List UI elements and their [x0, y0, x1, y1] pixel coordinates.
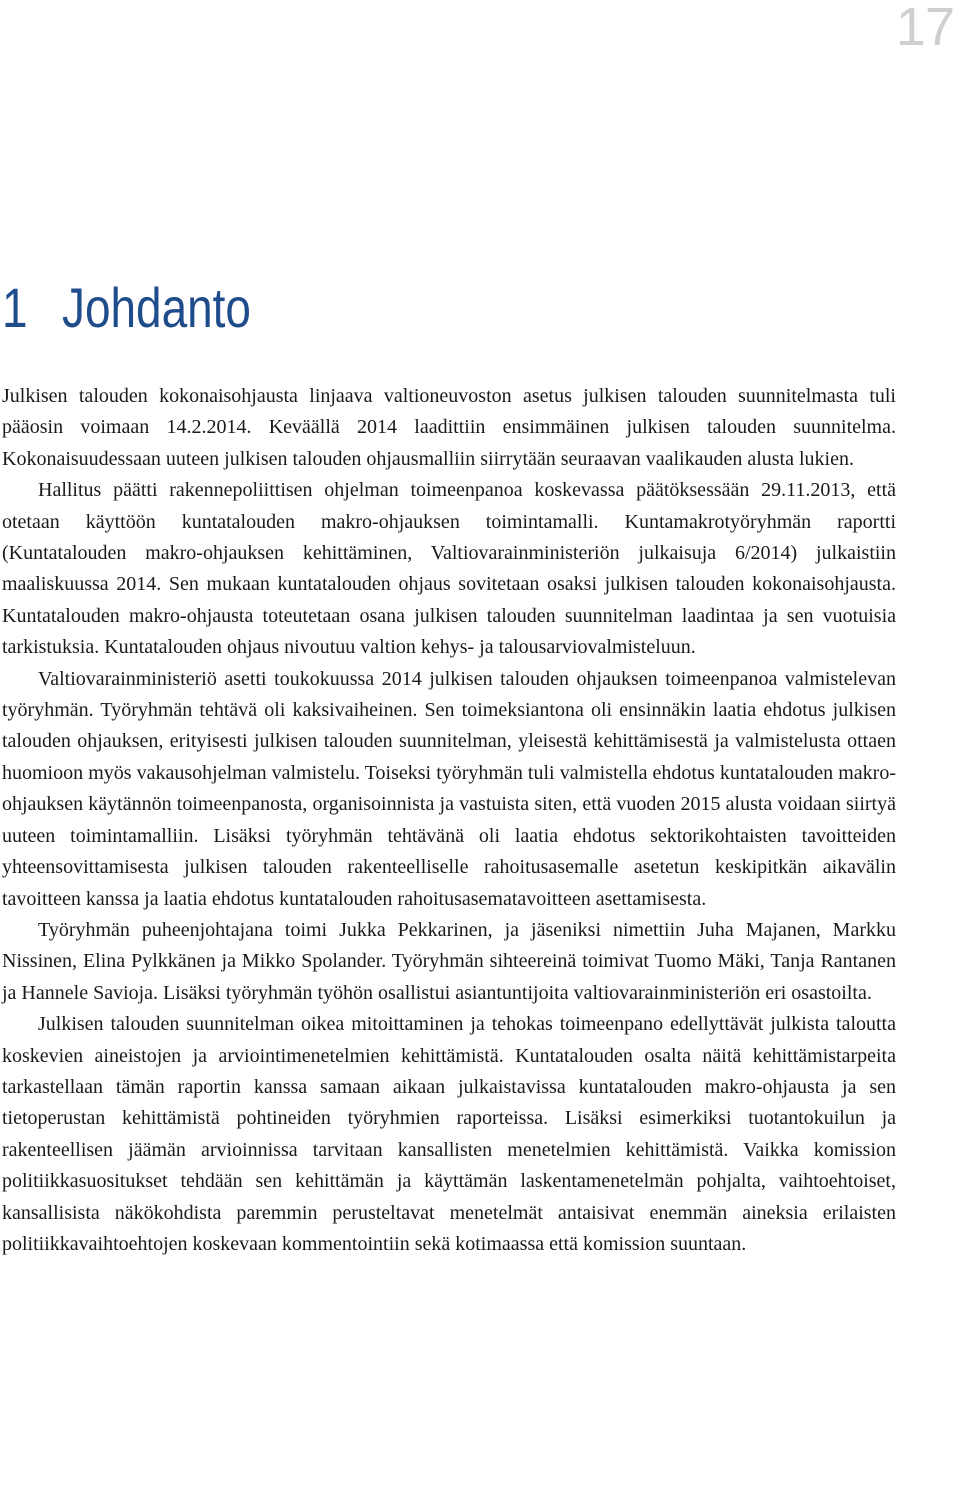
- paragraph-rakennepoliittinen-ohjelma: Hallitus päätti rakennepoliittisen ohjelman toimeenpanoa koskevassa päätöksessään 29.11.2013, että otetaan käyttöön kuntatalouden makro-ohjauksen toimintamalli. Kuntamakrotyöryhmän raportti (Kuntatalouden makro-ohjauksen kehittäminen, Valtiovarainministeriön julkaisuja 6/2014) julkaistiin maaliskuussa 2014. Sen mukaan kuntatalouden ohjaus sovitetaan osaksi julkisen talouden kokonaisohjausta. Kuntatalouden makro-ohjausta toteutetaan osana julkisen talouden suunnitelman laadintaa ja sen vuotuisia tarkistuksia. Kuntatalouden ohjaus nivoutuu valtion kehys- ja talousarviovalmisteluun.: [2, 479, 896, 659]
- chapter-heading: [2, 276, 251, 339]
- paragraph-tyoryhman-kokoonpano: Työryhmän puheenjohtajana toimi Jukka Pekkarinen, ja jäseniksi nimettiin Juha Majanen, Markku Nissinen, Elina Pylkkänen ja Mikko Spolander. Työryhmän sihteereinä toimivat Tuomo Mäki, Tanja Rantanen ja Hannele Savioja. Lisäksi työryhmän työhön osallistui asiantuntijoita valtiovarainministeriön eri osastoilta.: [2, 918, 896, 1004]
- paragraph-kehittamistarpeet: Julkisen talouden suunnitelman oikea mitoittaminen ja tehokas toimeenpano edellyttävät julkista taloutta koskevien aineistojen ja arviointimenetelmien kehittämistä. Kuntatalouden osalta näitä kehittämistarpeita tarkastellaan tämän raportin kanssa samaan aikaan julkaistavissa kuntatalouden makro-ohjausta ja sen tietoperustan kehittämistä pohtineiden työryhmien raporteissa. Lisäksi esimerkiksi tuotantokuilun ja rakenteellisen jäämän arvioinnissa tarvitaan kansallisten menetelmien kehittämistä. Vaikka komission politiikkasuositukset tehdään sen kehittämän ja käyttämän laskentamenetelmän pohjalta, vaihtoehtoiset, kansallisista näkökohdista paremmin perusteltavat menetelmät antaisivat enemmän aineksia erilaisten politiikkavaihtoehtojen koskevaan kommentointiin sekä kotimaassa että komission suuntaan.: [2, 1013, 896, 1255]
- body-text: [2, 381, 896, 1260]
- paragraph-tyoryhman-tehtava: Valtiovarainministeriö asetti toukokuussa 2014 julkisen talouden ohjauksen toimeenpanoa valmistelevan työryhmän. Työryhmän tehtävä oli kaksivaiheinen. Sen toimeksiantona oli ensinnäkin laatia ehdotus julkisen talouden ohjauksen, erityisesti julkisen talouden suunnitelman, yleisestä kehittämisestä ja valmistelusta ottaen huomioon myös vakausohjelman valmistelu. Toiseksi työryhmän tuli valmistella ehdotus kuntatalouden makro-ohjauksen käytännön toimeenpanosta, organisoinnista ja vastuista siten, että vuoden 2015 alusta voidaan siirtyä uuteen toimintamalliin. Lisäksi työryhmän tehtävänä oli laatia ehdotus sektorikohtaisten tavoitteiden yhteensovittamisesta julkisen talouden rakenteelliselle rahoitusasemalle asetetun keskipitkän aikavälin tavoitteen kanssa ja laatia ehdotus kuntatalouden rahoitusasematavoitteen asettamisesta.: [2, 667, 896, 910]
- chapter-number: 1: [2, 276, 28, 339]
- paragraph-intro: Julkisen talouden kokonaisohjausta linjaava valtioneuvoston asetus julkisen talouden suunnitelmasta tuli pääosin voimaan 14.2.2014. Keväällä 2014 laadittiin ensimmäinen julkisen talouden suunnitelma. Kokonaisuudessaan uuteen julkisen talouden ohjausmalliin siirrytään seuraavan vaalikauden alusta lukien.: [2, 385, 896, 470]
- chapter-title: Johdanto: [61, 276, 251, 339]
- page-number: 17: [895, 0, 954, 57]
